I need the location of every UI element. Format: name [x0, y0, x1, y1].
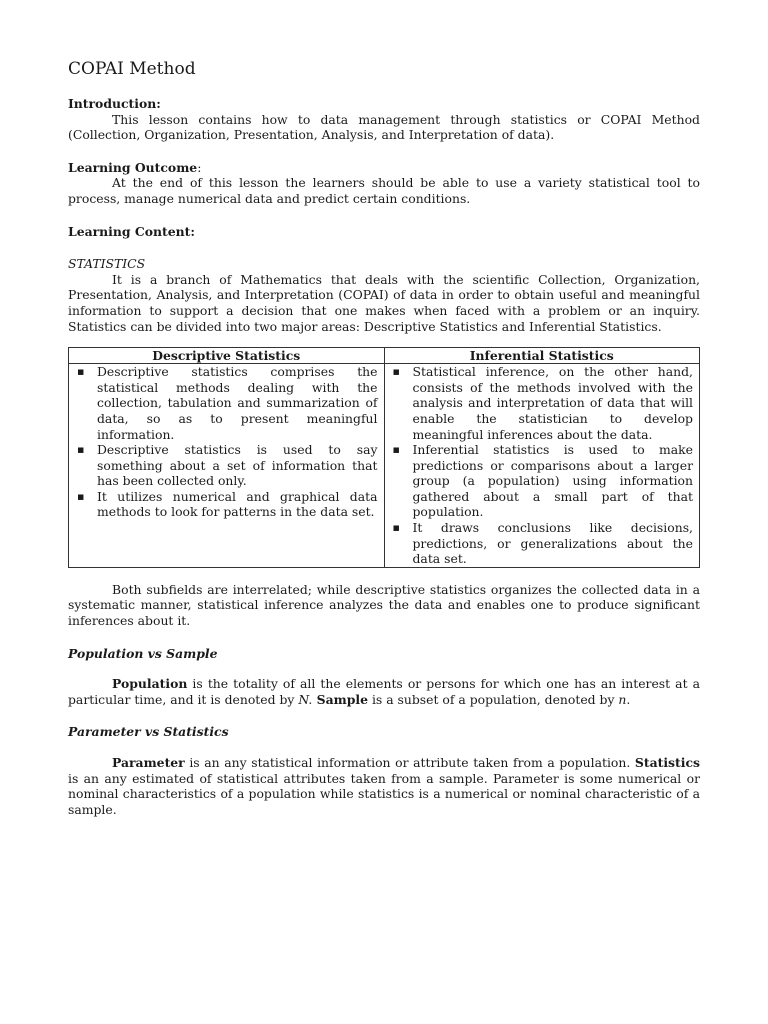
- learning-outcome-heading: [68, 160, 700, 176]
- statistics-label: STATISTICS: [68, 256, 146, 272]
- sample-end: .: [626, 691, 631, 707]
- descriptive-list: [73, 364, 378, 520]
- inferential-header: Inferential Statistics: [384, 348, 700, 364]
- sample-term: Sample: [312, 691, 369, 707]
- parameter-statistics-section: [68, 724, 700, 817]
- population-term: Population: [112, 676, 188, 692]
- inferential-list: [389, 364, 694, 567]
- parameter-term: Parameter: [112, 755, 185, 770]
- statistics-comparison-table: [68, 347, 700, 568]
- inferential-cell: [384, 364, 700, 568]
- subfields-paragraph: Both subfields are interrelated; while descriptive statistics organizes the collected data in a systematic manner, statistical inference analyzes the data and enables one to produce significant inferences about it.: [68, 581, 700, 629]
- list-item: ▪ Descriptive statistics comprises the statistical methods dealing with the collection, tabulation and summarization of data, so as to present meaningful information.: [73, 364, 378, 442]
- statistics-definition-text: is an any estimated of statistical attributes taken from a sample. Parameter is some numerical or nominal characteristics of a population while statistics is a numerical or nominal characteristic of a sample.: [68, 770, 700, 817]
- introduction-text: This lesson contains how to data management through statistics or COPAI Method (Collection, Organization, Presentation, Analysis, and Interpretation of data).: [68, 111, 700, 143]
- page-title: COPAI Method: [68, 59, 196, 79]
- statistics-term: Statistics: [634, 755, 700, 770]
- descriptive-header: Descriptive Statistics: [69, 348, 385, 364]
- population-symbol: N.: [298, 691, 313, 707]
- population-definition: is the totality of all the elements or persons for which one has an interest at a particular time, and it is denoted by: [68, 676, 700, 707]
- list-item: ▪ Descriptive statistics is used to say something about a set of information that has been collected only.: [73, 442, 378, 489]
- sample-symbol: n: [618, 691, 627, 707]
- learning-outcome-section: [68, 160, 700, 207]
- parameter-statistics-text: [68, 755, 700, 817]
- introduction-heading: Introduction:: [68, 96, 161, 111]
- table-row: [69, 364, 700, 568]
- table-header-row: [69, 348, 700, 364]
- learning-content-heading: Learning Content:: [68, 223, 195, 239]
- learning-outcome-text: At the end of this lesson the learners should be able to use a variety statistical tool to process, manage numerical data and predict certain conditions.: [68, 175, 700, 206]
- list-item: ▪ Statistical inference, on the other hand, consists of the methods involved with the analysis and interpretation of data that will enable the statistician to develop meaningful inferences about the data.: [389, 364, 694, 442]
- population-sample-text: [68, 676, 700, 707]
- learning-outcome-heading-text: Learning Outcome: [68, 159, 198, 175]
- parameter-statistics-heading: Parameter vs Statistics: [68, 724, 229, 740]
- introduction-section: [68, 96, 700, 143]
- statistics-definition: It is a branch of Mathematics that deals with the scientific Collection, Organization, Presentation, Analysis, and Interpretation (COPAI) of data in order to obtain useful and meaningful information to support a decision that one makes when faced with a problem or an inquiry. Statistics can be divided into two major areas: Descriptive Statistics and Inferential Statistics.: [68, 271, 700, 334]
- list-item: ▪ It utilizes numerical and graphical data methods to look for patterns in the data set.: [73, 489, 378, 520]
- list-item: ▪ Inferential statistics is used to make predictions or comparisons about a larger group (a population) using information gathered about a small part of that population.: [389, 442, 694, 520]
- parameter-definition: is an any statistical information or attribute taken from a population.: [184, 755, 631, 770]
- sample-definition: is a subset of a population, denoted by: [368, 691, 619, 707]
- list-item: ▪ It draws conclusions like decisions, predictions, or generalizations about the data set.: [389, 520, 694, 567]
- descriptive-cell: [69, 364, 385, 568]
- learning-outcome-heading-colon: :: [197, 159, 202, 175]
- population-sample-section: [68, 646, 700, 708]
- learning-content-section: [68, 224, 700, 335]
- population-sample-heading: Population vs Sample: [68, 645, 218, 661]
